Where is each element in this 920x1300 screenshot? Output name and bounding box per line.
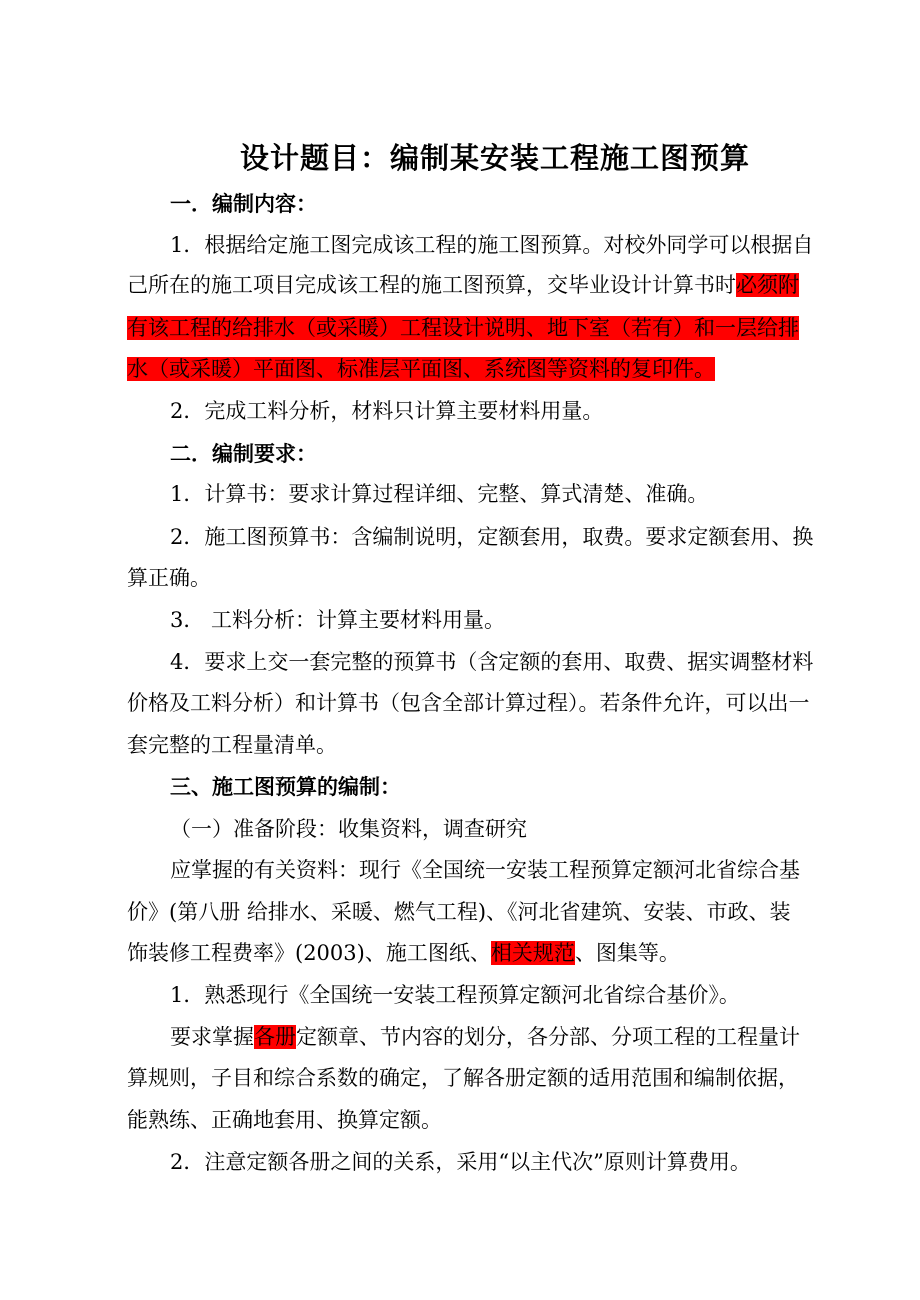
- paragraph-line: 1．根据给定施工图完成该工程的施工图预算。对校外同学可以根据自: [170, 233, 814, 257]
- paragraph-line: 算规则，子目和综合系数的确定，了解各册定额的适用范围和编制依据，: [127, 1066, 799, 1090]
- paragraph-line: 套完整的工程量清单。: [127, 733, 337, 757]
- paragraph-line: 4．要求上交一套完整的预算书（含定额的套用、取费、据实调整材料: [170, 650, 814, 674]
- section-2-heading: 二．编制要求：: [170, 442, 317, 466]
- paragraph-line: 价格及工料分析）和计算书（包含全部计算过程）。若条件允许，可以出一: [127, 691, 810, 715]
- paragraph-line: 1．计算书：要求计算过程详细、完整、算式清楚、准确。: [170, 482, 709, 506]
- paragraph-line: 2．施工图预算书：含编制说明，定额套用，取费。要求定额套用、换: [170, 525, 814, 549]
- subheading: （一）准备阶段：收集资料，调查研究: [170, 817, 527, 841]
- highlighted-text: 有该工程的给排水（或采暖）工程设计说明、地下室（若有）和一层给排: [127, 316, 799, 340]
- paragraph-line: 2．完成工料分析，材料只计算主要材料用量。: [170, 399, 604, 423]
- paragraph-line: 3． 工料分析：计算主要材料用量。: [170, 608, 506, 632]
- text-run: 定额章、节内容的划分，各分部、分项工程的工程量计: [296, 1025, 800, 1049]
- highlighted-text: 水（或采暖）平面图、标准层平面图、系统图等资料的复印件。: [127, 357, 715, 381]
- paragraph-line: [170, 1023, 800, 1051]
- paragraph-line: [127, 939, 680, 967]
- text-run: 饰装修工程费率》(2003)、施工图纸、: [127, 941, 491, 965]
- paragraph-line: 算正确。: [127, 566, 211, 590]
- paragraph-line: [127, 355, 715, 383]
- paragraph-line: 1．熟悉现行《全国统一安装工程预算定额河北省综合基价》。: [170, 983, 740, 1007]
- paragraph-line: 价》(第八册 给排水、采暖、燃气工程)、《河北省建筑、安装、市政、装: [127, 900, 791, 924]
- paragraph-line: 能熟练、正确地套用、换算定额。: [127, 1108, 442, 1132]
- paragraph-line: 2．注意定额各册之间的关系，采用“以主代次”原则计算费用。: [170, 1150, 751, 1174]
- paragraph-line: [127, 314, 799, 342]
- text-run: 、图集等。: [574, 941, 680, 965]
- highlighted-text: 各册: [254, 1025, 296, 1049]
- section-3-heading: 三、施工图预算的编制：: [170, 775, 401, 799]
- highlighted-text: 相关规范: [490, 941, 575, 965]
- text-run: 己所在的施工项目完成该工程的施工图预算，交毕业设计计算书时: [127, 273, 736, 297]
- paragraph-line: 应掌握的有关资料：现行《全国统一安装工程预算定额河北省综合基: [170, 858, 800, 882]
- section-1-heading: 一．编制内容：: [170, 192, 317, 216]
- text-run: 要求掌握: [170, 1025, 254, 1049]
- highlighted-text: 必须附: [736, 273, 799, 297]
- page-title: 设计题目：编制某安装工程施工图预算: [239, 141, 750, 175]
- paragraph-line: [127, 271, 799, 299]
